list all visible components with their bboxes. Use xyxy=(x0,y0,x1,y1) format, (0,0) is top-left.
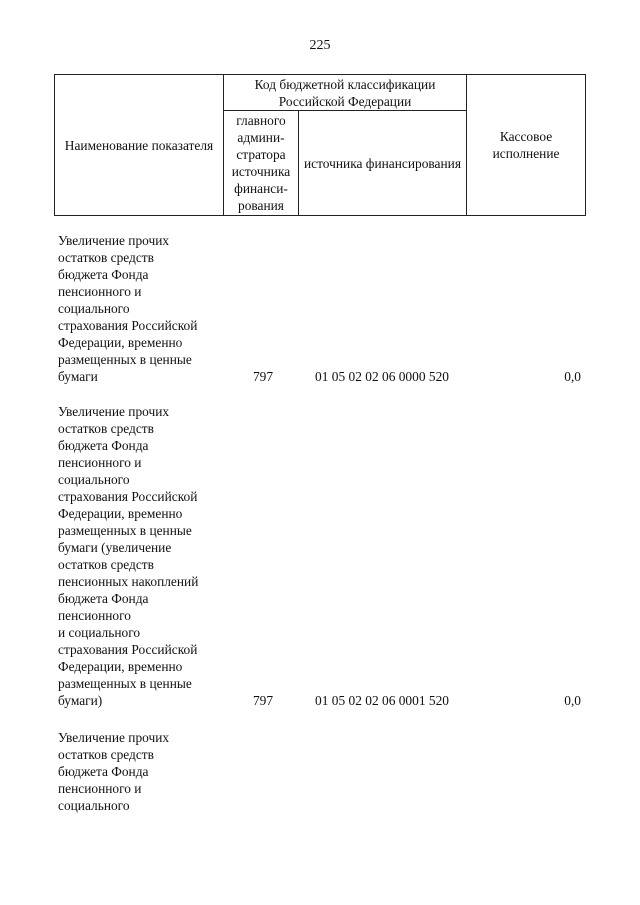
row-amount: 0,0 xyxy=(564,369,581,384)
page-number: 225 xyxy=(309,38,331,53)
row-admin-code: 797 xyxy=(252,369,274,384)
row-amount: 0,0 xyxy=(564,693,581,708)
header-source-column: источника финансирования xyxy=(299,111,467,216)
row-source-code: 01 05 02 02 06 0000 520 xyxy=(315,369,449,384)
header-code-group: Код бюджетной классификации Российской Федерации xyxy=(224,75,467,111)
row-name: Увеличение прочих остатков средств бюджета Фонда пенсионного и социального страхования Российской Федерации, временно размещенных в ценные бумаги xyxy=(58,233,198,384)
table-header xyxy=(54,74,586,216)
header-name-column: Наименование показателя xyxy=(55,75,224,216)
row-source-code: 01 05 02 02 06 0001 520 xyxy=(315,693,449,708)
header-admin-column: главного админи- стратора источника финанси- рования xyxy=(224,111,299,216)
row-name: Увеличение прочих остатков средств бюджета Фонда пенсионного и социального xyxy=(58,730,170,813)
row-admin-code: 797 xyxy=(252,693,274,708)
header-amount-column: Кассовое исполнение xyxy=(467,75,586,216)
row-name: Увеличение прочих остатков средств бюджета Фонда пенсионного и социального страхования Российской Федерации, временно размещенных в ценные бумаги (увеличение остатков средств пенсионных накоплений бюджета Фонда пенсионного и социального страхования Российской Федерации, временно размещенных в ценные бумаги) xyxy=(58,404,199,708)
